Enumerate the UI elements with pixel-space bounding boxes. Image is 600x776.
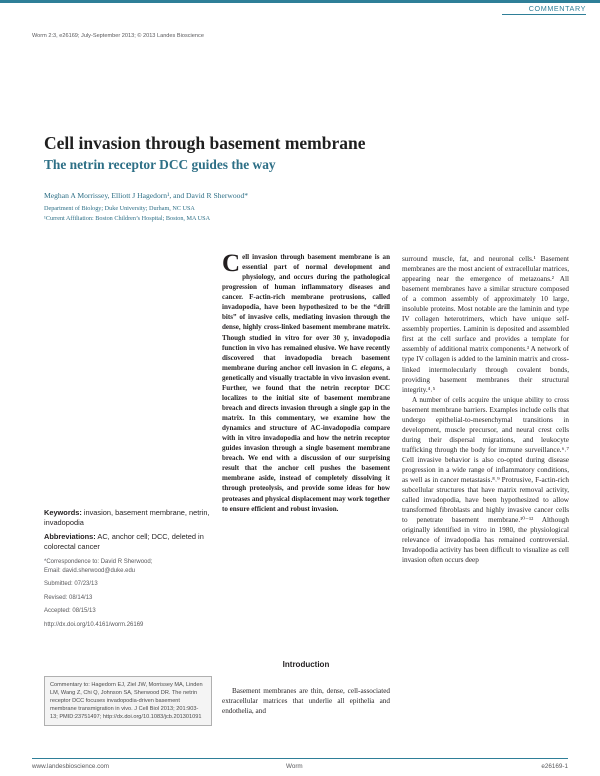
abstract-text-cont: , a genetically and visually tractable in vivo invasion event. Further, we found that the netrin receptor DCC localizes to the initial site of basement membrane breach and directs invasion through a single gap in the matrix. In this commentary, we examine how the dynamics and structure of AC-invadopodia compare with in vitro invadopodia and how the netrin receptor guides invasion through a single basement membrane breach. We end with a discussion of our surprising result that the anchor cell pushes the basement membrane aside, instead of completely dissolving it through proteolysis, and provide some ideas for how proteases and physical displacement may work together to ensure efficient and robust invasion. bbox=[222, 363, 390, 513]
journal-citation-line: Worm 2:3, e26169; July-September 2013; © 2013 Landes Bioscience bbox=[32, 33, 204, 39]
article-subtitle: The netrin receptor DCC guides the way bbox=[44, 157, 276, 172]
date-revised: Revised: 08/14/13 bbox=[44, 594, 93, 601]
keywords bbox=[44, 508, 212, 528]
abstract-text: ell invasion through basement membrane is an essential part of normal development and physiology, and occurs during the pathological progression of human inflammatory diseases and cancer. F-actin-rich membrane protrusions, called invadopodia, have been hypothesized to be the “drill bits” of invasive cells, mediating invasion through the dense, highly cross-linked basement membrane matrix. Though studied in vitro for over 30 y, invadopodia function in vivo has remained elusive. We have recently discovered that invadopodia breach basement membrane during anchor cell invasion in bbox=[222, 253, 390, 372]
author-list: Meghan A Morrissey, Elliott J Hagedorn¹, and David R Sherwood* bbox=[44, 191, 249, 200]
affiliation-current: ¹Current Affiliation: Boston Children’s Hospital; Boston, MA USA bbox=[44, 215, 211, 222]
footer-page-number: e26169-1 bbox=[541, 763, 568, 770]
section-tag: COMMENTARY bbox=[528, 4, 586, 13]
article-info-sidebar bbox=[44, 508, 212, 630]
drop-cap: C bbox=[222, 250, 241, 277]
abbreviations-value: AC, anchor cell; DCC, deleted in colorectal cancer bbox=[44, 532, 204, 551]
footer-website[interactable]: www.landesbioscience.com bbox=[32, 763, 109, 770]
introduction-paragraph: Basement membranes are thin, dense, cell-associated extracellular matrices that underlie all epithelia and endothelia, and bbox=[222, 687, 390, 715]
article-title: Cell invasion through basement membrane bbox=[44, 133, 366, 153]
body-paragraph: A number of cells acquire the unique ability to cross basement membrane barriers. Examples include cells that undergo epithelial-to-mesenchymal transitions in development, muscle precursor, and neural crest cells during their dispersal migrations, and leukocyte trafficking through the body for immune surveillance.⁶˒⁷ Cell invasive behavior is also co-opted during disease progression in a wide range of inflammatory conditions, as well as in cancer metastasis.⁸˒⁹ Protrusive, F-actin-rich subcellular structures that have matrix removal activity, called invadopodia, have been hypothesized to allow transformed fibroblasts and highly invasive cancer cells to penetrate basement membrane.¹⁰⁻¹² Although originally identified in vitro in 1980, the physiological relevance of invadopodia has remained controversial. Invadopodia activity has been difficult to visualize as cell invasion often occurs deep bbox=[402, 395, 569, 565]
correspondence: *Correspondence to: David R Sherwood; bbox=[44, 559, 153, 565]
date-submitted: Submitted: 07/23/13 bbox=[44, 581, 98, 588]
body-column-right bbox=[402, 254, 569, 565]
commentary-citation-box: Commentary to: Hagedorn EJ, Ziel JW, Morrissey MA, Linden LM, Wang Z, Chi Q, Johnson SA, Sherwood DR. The netrin receptor DCC focuses invadopodia-driven basement membrane transmigration in vivo. J Cell Biol 2013; 201:903-13; PMID:23751497; http://dx.doi.org/10.1083/jcb.201301091 bbox=[44, 676, 212, 726]
footer-journal: Worm bbox=[286, 763, 303, 770]
abbreviations bbox=[44, 532, 212, 552]
article-doi-link[interactable]: http://dx.doi.org/10.4161/worm.26169 bbox=[44, 621, 144, 628]
keywords-label: Keywords: bbox=[44, 508, 82, 517]
affiliation-primary: Department of Biology; Duke University; Durham, NC USA bbox=[44, 205, 195, 212]
header-rule bbox=[0, 0, 600, 3]
section-tag-underline bbox=[502, 14, 586, 15]
correspondence-email[interactable]: Email: david.sherwood@duke.edu bbox=[44, 567, 136, 574]
abbreviations-label: Abbreviations: bbox=[44, 532, 96, 541]
abstract bbox=[222, 252, 390, 514]
date-accepted: Accepted: 08/15/13 bbox=[44, 608, 96, 615]
abstract-species: C. elegans bbox=[351, 363, 383, 372]
keywords-value: invasion, basement membrane, netrin, invadopodia bbox=[44, 508, 210, 527]
footer-rule bbox=[32, 758, 568, 759]
body-paragraph: surround muscle, fat, and neuronal cells.¹ Basement membranes are the most ancient of extracellular matrices, appearing near the emergence of metazoans.² All basement membranes have a similar structure composed of a common assembly of approximately 10 large, insoluble proteins. Most notable are the laminin and type IV collagen heterotrimers, which have unique self-assembly properties. Laminin is deposited and assembled first at the cell surface and provides a template for assembly of additional matrix components.³ A network of type IV collagen is added to the laminin matrix and cross-linked intermolecularly through covalent bonds, providing basement membranes their structural integrity.⁴˒⁵ bbox=[402, 255, 569, 394]
section-heading-introduction: Introduction bbox=[282, 660, 330, 669]
